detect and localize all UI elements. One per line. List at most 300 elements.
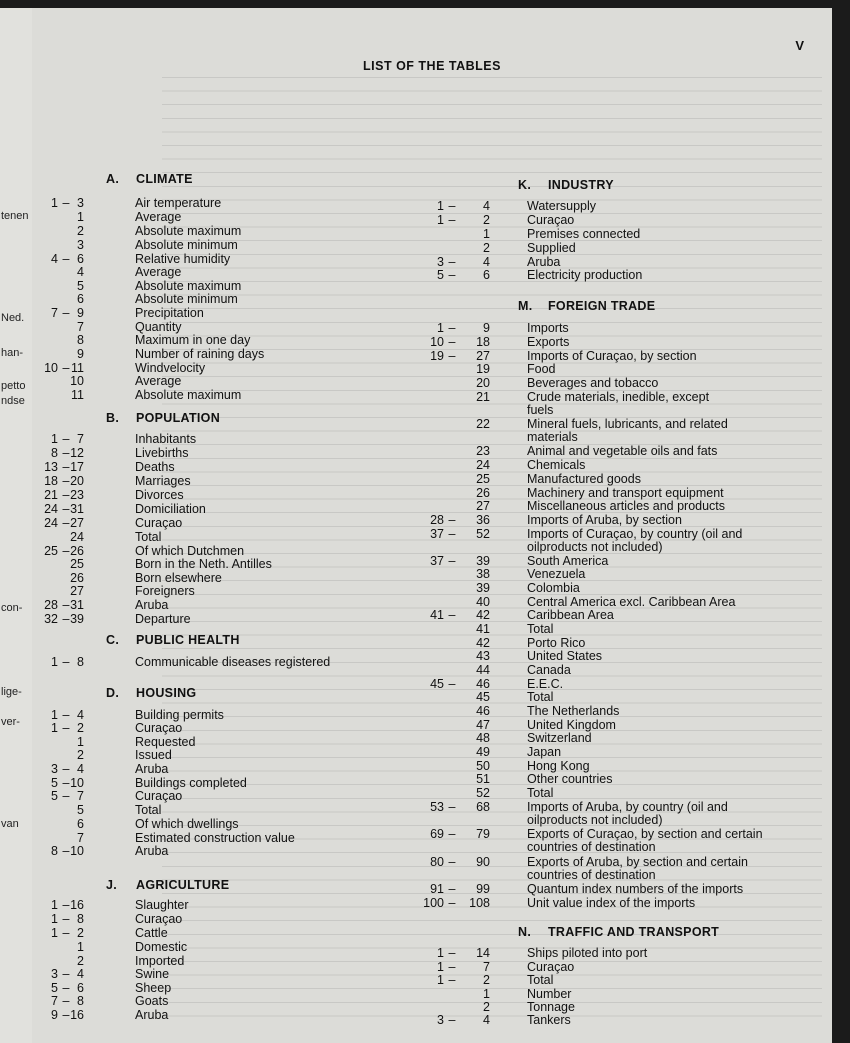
facing-page-fragment: ver- xyxy=(1,716,20,728)
table-number: 6 xyxy=(483,268,490,282)
range-dash: – xyxy=(62,252,70,266)
table-range-start: 24 xyxy=(44,502,58,516)
table-number: 90 xyxy=(476,855,490,869)
range-dash: – xyxy=(448,513,456,527)
table-subject: Average xyxy=(135,374,182,388)
section-title: POPULATION xyxy=(136,411,221,425)
table-subject: Porto Rico xyxy=(527,636,586,650)
table-range-start: 45 xyxy=(430,677,444,691)
table-subject: Aruba xyxy=(135,844,169,858)
table-range-start: 19 xyxy=(430,349,444,363)
range-dash: – xyxy=(448,335,456,349)
table-number: 68 xyxy=(476,800,490,814)
table-subject: Crude materials, inedible, except xyxy=(527,390,710,404)
range-dash: – xyxy=(62,762,70,776)
table-subject: Divorces xyxy=(135,488,184,502)
table-subject: Central America excl. Caribbean Area xyxy=(527,595,736,609)
table-number: 11 xyxy=(71,361,84,375)
table-subject: Aruba xyxy=(527,255,561,269)
table-number: 6 xyxy=(77,817,84,831)
table-subject: Animal and vegetable oils and fats xyxy=(527,444,718,458)
section-heading xyxy=(518,178,614,192)
table-number: 48 xyxy=(476,731,490,745)
table-number: 8 xyxy=(77,994,84,1008)
table-subject: Curaçao xyxy=(527,960,575,974)
table-range-start: 1 xyxy=(437,946,444,960)
range-dash: – xyxy=(448,946,456,960)
table-number: 25 xyxy=(476,472,490,486)
table-range-start: 1 xyxy=(437,321,444,335)
section-heading xyxy=(106,878,229,892)
table-subject: Swine xyxy=(135,967,170,981)
table-number: 21 xyxy=(476,390,490,404)
table-subject: Inhabitants xyxy=(135,432,197,446)
table-range-start: 37 xyxy=(430,554,444,568)
table-subject: Watersupply xyxy=(527,199,597,213)
table-number: 108 xyxy=(469,896,490,910)
table-range-start: 1 xyxy=(437,199,444,213)
range-dash: – xyxy=(62,446,70,460)
table-subject: Exports of Curaçao, by section and certain xyxy=(527,827,763,841)
table-subject: Tonnage xyxy=(527,1000,575,1014)
table-subject: Aruba xyxy=(135,598,169,612)
table-number: 17 xyxy=(70,460,84,474)
table-number: 40 xyxy=(476,595,490,609)
range-dash: – xyxy=(448,255,456,269)
table-number: 51 xyxy=(476,772,490,786)
table-range-start: 80 xyxy=(430,855,444,869)
table-subject: Building permits xyxy=(135,708,224,722)
table-number: 4 xyxy=(483,199,490,213)
table-number: 44 xyxy=(476,663,490,677)
facing-page-fragment: Ned. xyxy=(1,312,25,324)
table-number: 2 xyxy=(77,926,84,940)
table-number: 25 xyxy=(70,557,84,571)
table-number: 20 xyxy=(476,376,490,390)
range-dash: – xyxy=(62,655,70,669)
table-range-start: 1 xyxy=(51,432,58,446)
range-dash: – xyxy=(448,321,456,335)
table-subject: Windvelocity xyxy=(135,361,206,375)
range-dash: – xyxy=(62,544,70,558)
table-subject: Miscellaneous articles and products xyxy=(527,499,726,513)
range-dash: – xyxy=(62,789,70,803)
range-dash: – xyxy=(448,554,456,568)
table-number: 7 xyxy=(77,432,84,446)
range-dash: – xyxy=(448,527,456,541)
table-subject: Curaçao xyxy=(135,789,183,803)
facing-page-fragment: van xyxy=(1,818,19,830)
range-dash: – xyxy=(62,994,70,1008)
table-number: 47 xyxy=(476,718,490,732)
table-range-start: 3 xyxy=(51,967,58,981)
section-title: CLIMATE xyxy=(136,172,193,186)
table-number: 5 xyxy=(77,279,84,293)
table-subject: Chemicals xyxy=(527,458,586,472)
table-range-start: 3 xyxy=(437,1013,444,1027)
section-title: HOUSING xyxy=(136,686,197,700)
range-dash: – xyxy=(62,502,70,516)
table-number: 1 xyxy=(77,735,84,749)
range-dash: – xyxy=(448,882,456,896)
table-number: 6 xyxy=(77,252,84,266)
table-range-start: 5 xyxy=(437,268,444,282)
table-number: 4 xyxy=(77,967,84,981)
table-number: 20 xyxy=(70,474,84,488)
range-dash: – xyxy=(62,912,70,926)
table-range-start: 1 xyxy=(51,196,58,210)
table-number: 9 xyxy=(77,306,84,320)
table-subject: Cattle xyxy=(135,926,168,940)
table-number: 45 xyxy=(476,690,490,704)
section-heading xyxy=(106,633,240,647)
table-subject: Switzerland xyxy=(527,731,592,745)
section-title: TRAFFIC AND TRANSPORT xyxy=(548,925,720,939)
range-dash: – xyxy=(448,973,456,987)
table-number: 23 xyxy=(70,488,84,502)
table-range-start: 24 xyxy=(44,516,58,530)
table-subject: Domiciliation xyxy=(135,502,206,516)
table-number: 12 xyxy=(70,446,84,460)
table-subject: Requested xyxy=(135,735,196,749)
table-number: 39 xyxy=(476,554,490,568)
facing-page-fragment: con- xyxy=(1,602,23,614)
table-number: 1 xyxy=(483,987,490,1001)
table-subject: Total xyxy=(527,690,554,704)
table-subject: Absolute minimum xyxy=(135,292,238,306)
table-subject: E.E.C. xyxy=(527,677,564,691)
table-subject: Mineral fuels, lubricants, and related xyxy=(527,417,728,431)
table-subject: Domestic xyxy=(135,940,188,954)
table-subject: Livebirths xyxy=(135,446,189,460)
table-subject: Imports of Aruba, by section xyxy=(527,513,682,527)
table-number: 39 xyxy=(476,581,490,595)
section-letter: D. xyxy=(106,686,120,700)
table-subject: Aruba xyxy=(135,1008,169,1022)
table-range-start: 32 xyxy=(44,612,58,626)
table-number: 49 xyxy=(476,745,490,759)
table-range-start: 7 xyxy=(51,994,58,1008)
table-subject: Relative humidity xyxy=(135,252,231,266)
range-dash: – xyxy=(62,432,70,446)
table-subject: Estimated construction value xyxy=(135,831,295,845)
table-range-start: 1 xyxy=(51,912,58,926)
table-number: 8 xyxy=(77,333,84,347)
table-subject: Other countries xyxy=(527,772,613,786)
table-subject: Quantity xyxy=(135,320,182,334)
section-letter: J. xyxy=(106,878,118,892)
table-subject: Buildings completed xyxy=(135,776,247,790)
table-range-start: 1 xyxy=(51,655,58,669)
table-subject: Venezuela xyxy=(527,567,586,581)
table-number: 26 xyxy=(70,571,84,585)
section-title: FOREIGN TRADE xyxy=(548,299,656,313)
table-range-start: 5 xyxy=(51,789,58,803)
table-subject: Canada xyxy=(527,663,571,677)
table-range-start: 3 xyxy=(437,255,444,269)
table-number: 4 xyxy=(483,255,490,269)
section-letter: B. xyxy=(106,411,120,425)
table-number: 2 xyxy=(77,721,84,735)
range-dash: – xyxy=(448,827,456,841)
range-dash: – xyxy=(448,677,456,691)
table-subject: South America xyxy=(527,554,609,568)
table-range-start: 10 xyxy=(44,361,58,375)
table-number: 52 xyxy=(476,786,490,800)
table-number: 3 xyxy=(77,238,84,252)
table-subject: Total xyxy=(527,973,554,987)
table-range-start: 21 xyxy=(44,488,58,502)
table-number: 2 xyxy=(483,213,490,227)
table-number: 8 xyxy=(77,655,84,669)
table-range-start: 28 xyxy=(44,598,58,612)
table-subject: Issued xyxy=(135,748,172,762)
table-subject: Japan xyxy=(527,745,562,759)
range-dash: – xyxy=(62,776,70,790)
table-subject: Total xyxy=(135,530,162,544)
range-dash: – xyxy=(62,844,70,858)
table-number: 19 xyxy=(476,362,490,376)
table-subject: Caribbean Area xyxy=(527,608,614,622)
table-number: 8 xyxy=(77,912,84,926)
section-title: PUBLIC HEALTH xyxy=(136,633,240,647)
table-subject: Ships piloted into port xyxy=(527,946,648,960)
range-dash: – xyxy=(62,361,70,375)
section-letter: C. xyxy=(106,633,120,647)
table-range-start: 3 xyxy=(51,762,58,776)
table-subject: Departure xyxy=(135,612,191,626)
range-dash: – xyxy=(448,855,456,869)
table-number: 7 xyxy=(483,960,490,974)
table-subject: Average xyxy=(135,265,182,279)
facing-page-fragment: han- xyxy=(1,347,24,359)
table-number: 99 xyxy=(476,882,490,896)
table-range-start: 10 xyxy=(430,335,444,349)
table-range-start: 9 xyxy=(51,1008,58,1022)
range-dash: – xyxy=(448,349,456,363)
table-number: 10 xyxy=(70,844,84,858)
facing-page-fragment: tenen xyxy=(1,210,29,222)
table-subject: Imported xyxy=(135,954,185,968)
facing-page-fragment: lige- xyxy=(1,686,22,698)
table-number: 79 xyxy=(476,827,490,841)
table-number: 24 xyxy=(70,530,84,544)
table-number: 18 xyxy=(476,335,490,349)
table-number: 4 xyxy=(77,265,84,279)
table-number: 4 xyxy=(77,762,84,776)
table-number: 2 xyxy=(77,954,84,968)
range-dash: – xyxy=(448,896,456,910)
table-range-start: 1 xyxy=(51,926,58,940)
table-range-start: 4 xyxy=(51,252,58,266)
table-number: 1 xyxy=(483,227,490,241)
table-subject: Precipitation xyxy=(135,306,204,320)
table-range-start: 7 xyxy=(51,306,58,320)
table-subject: Curaçao xyxy=(135,912,183,926)
table-subject: Communicable diseases registered xyxy=(135,655,331,669)
table-range-start: 25 xyxy=(44,544,58,558)
table-subject: countries of destination xyxy=(527,868,656,882)
table-subject: Supplied xyxy=(527,241,576,255)
table-number: 26 xyxy=(70,544,84,558)
table-subject: Absolute maximum xyxy=(135,388,242,402)
table-number: 6 xyxy=(77,292,84,306)
table-subject: Machinery and transport equipment xyxy=(527,486,724,500)
range-dash: – xyxy=(62,474,70,488)
table-subject: Electricity production xyxy=(527,268,643,282)
table-number: 14 xyxy=(476,946,490,960)
table-number: 42 xyxy=(476,636,490,650)
table-subject: countries of destination xyxy=(527,840,656,854)
table-subject: materials xyxy=(527,430,578,444)
page-title: LIST OF THE TABLES xyxy=(363,59,501,73)
table-number: 16 xyxy=(70,898,84,912)
range-dash: – xyxy=(62,488,70,502)
table-number: 42 xyxy=(476,608,490,622)
table-subject: Quantum index numbers of the imports xyxy=(527,882,744,896)
table-number: 11 xyxy=(71,388,84,402)
table-number: 41 xyxy=(476,622,490,636)
table-range-start: 18 xyxy=(44,474,58,488)
table-subject: Premises connected xyxy=(527,227,641,241)
table-subject: Total xyxy=(135,803,162,817)
table-range-start: 37 xyxy=(430,527,444,541)
table-subject: Imports of Aruba, by country (oil and xyxy=(527,800,728,814)
range-dash: – xyxy=(62,1008,70,1022)
section-heading xyxy=(106,411,220,425)
section-heading xyxy=(106,172,193,186)
table-subject: Imports of Curaçao, by section xyxy=(527,349,697,363)
table-subject: Exports xyxy=(527,335,570,349)
section-heading xyxy=(106,686,196,700)
table-number: 4 xyxy=(483,1013,490,1027)
table-number: 27 xyxy=(70,584,84,598)
table-subject: Born elsewhere xyxy=(135,571,222,585)
facing-page-fragment: ndse xyxy=(1,395,25,407)
table-subject: Curaçao xyxy=(135,516,183,530)
page-number: V xyxy=(795,38,804,53)
section-title: AGRICULTURE xyxy=(136,878,230,892)
table-number: 1 xyxy=(77,210,84,224)
table-number: 16 xyxy=(70,1008,84,1022)
table-subject: Exports of Aruba, by section and certain xyxy=(527,855,748,869)
range-dash: – xyxy=(448,1013,456,1027)
table-number: 27 xyxy=(476,349,490,363)
table-subject: Sheep xyxy=(135,981,172,995)
table-number: 2 xyxy=(77,224,84,238)
table-range-start: 1 xyxy=(437,973,444,987)
table-range-start: 53 xyxy=(430,800,444,814)
range-dash: – xyxy=(62,598,70,612)
table-subject: Curaçao xyxy=(135,721,183,735)
table-subject: Deaths xyxy=(135,460,175,474)
range-dash: – xyxy=(62,196,70,210)
table-subject: oilproducts not included) xyxy=(527,813,663,827)
table-subject: Imports of Curaçao, by country (oil and xyxy=(527,527,743,541)
table-number: 43 xyxy=(476,649,490,663)
table-subject: United Kingdom xyxy=(527,718,616,732)
range-dash: – xyxy=(448,199,456,213)
table-number: 7 xyxy=(77,320,84,334)
table-range-start: 1 xyxy=(51,721,58,735)
table-number: 46 xyxy=(476,704,490,718)
table-subject: Unit value index of the imports xyxy=(527,896,696,910)
table-number: 7 xyxy=(77,831,84,845)
table-number: 22 xyxy=(476,417,490,431)
table-subject: fuels xyxy=(527,403,554,417)
range-dash: – xyxy=(62,981,70,995)
table-subject: Total xyxy=(527,786,554,800)
table-number: 4 xyxy=(77,708,84,722)
table-number: 39 xyxy=(70,612,84,626)
table-number: 31 xyxy=(70,502,84,516)
section-title: INDUSTRY xyxy=(548,178,614,192)
table-subject: Of which dwellings xyxy=(135,817,239,831)
table-subject: Air temperature xyxy=(135,196,222,210)
table-subject: Of which Dutchmen xyxy=(135,544,245,558)
table-subject: Imports xyxy=(527,321,569,335)
range-dash: – xyxy=(62,306,70,320)
table-number: 50 xyxy=(476,759,490,773)
range-dash: – xyxy=(62,898,70,912)
table-range-start: 5 xyxy=(51,981,58,995)
section-letter: A. xyxy=(106,172,120,186)
table-subject: Born in the Neth. Antilles xyxy=(135,557,272,571)
table-subject: Number xyxy=(527,987,572,1001)
facing-page-fragment: petto xyxy=(1,380,26,392)
table-subject: Hong Kong xyxy=(527,759,590,773)
range-dash: – xyxy=(448,960,456,974)
table-subject: Average xyxy=(135,210,182,224)
table-range-start: 41 xyxy=(430,608,444,622)
table-range-start: 8 xyxy=(51,446,58,460)
table-range-start: 8 xyxy=(51,844,58,858)
table-range-start: 1 xyxy=(437,213,444,227)
section-letter: M. xyxy=(518,299,533,313)
range-dash: – xyxy=(62,967,70,981)
table-range-start: 69 xyxy=(430,827,444,841)
table-number: 6 xyxy=(77,981,84,995)
section-heading xyxy=(518,925,719,939)
table-number: 38 xyxy=(476,567,490,581)
table-subject: oilproducts not included) xyxy=(527,540,663,554)
section-letter: N. xyxy=(518,925,532,939)
range-dash: – xyxy=(448,608,456,622)
table-subject: Marriages xyxy=(135,474,191,488)
table-number: 26 xyxy=(476,486,490,500)
table-number: 27 xyxy=(70,516,84,530)
table-number: 23 xyxy=(476,444,490,458)
table-subject: United States xyxy=(527,649,603,663)
table-range-start: 100 xyxy=(423,896,444,910)
table-number: 9 xyxy=(77,347,84,361)
table-range-start: 1 xyxy=(437,960,444,974)
range-dash: – xyxy=(62,708,70,722)
table-subject: Aruba xyxy=(135,762,169,776)
table-subject: Total xyxy=(527,622,554,636)
table-number: 10 xyxy=(70,776,84,790)
table-number: 27 xyxy=(476,499,490,513)
table-number: 31 xyxy=(70,598,84,612)
table-range-start: 1 xyxy=(51,708,58,722)
range-dash: – xyxy=(62,460,70,474)
table-number: 1 xyxy=(77,940,84,954)
table-subject: Tankers xyxy=(527,1013,571,1027)
table-subject: Number of raining days xyxy=(135,347,265,361)
table-number: 2 xyxy=(77,748,84,762)
table-number: 2 xyxy=(483,241,490,255)
table-subject: Foreigners xyxy=(135,584,195,598)
